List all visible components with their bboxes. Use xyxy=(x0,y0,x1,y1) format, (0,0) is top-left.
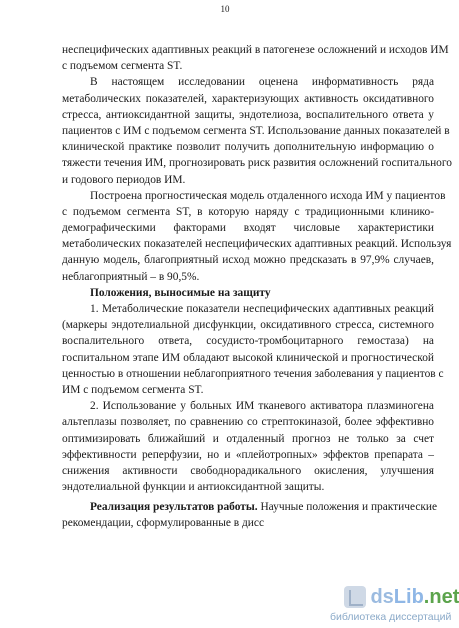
text-line xyxy=(62,301,434,317)
text-line xyxy=(62,398,434,414)
text-line xyxy=(62,317,434,333)
text-line xyxy=(62,463,434,479)
text-line xyxy=(62,382,434,398)
line-text: тяжести течения ИМ, прогнозировать риск развития осложнений госпитального xyxy=(62,157,452,170)
text-line xyxy=(62,333,434,349)
text-line xyxy=(62,366,444,382)
text-line xyxy=(62,58,434,74)
text-line xyxy=(62,91,434,107)
line-text: пациентов с ИМ с подъемом сегмента ST. Использование данных показателей в xyxy=(62,124,450,137)
line-text: ценностью в отношении неблагоприятного течения заболевания у пациентов с xyxy=(62,367,444,380)
line-text: метаболических показателей неспецифических адаптивных реакций. Используя xyxy=(62,238,452,251)
line-text: ИМ с подъемом сегмента ST. xyxy=(62,383,204,396)
page-number: 10 xyxy=(220,4,230,14)
text-line xyxy=(62,447,434,463)
text-line xyxy=(62,220,434,236)
line-text: воспалительного ответа, сосудисто-тромбоцитарного гемостаза) на xyxy=(62,335,434,348)
watermark-logo xyxy=(344,586,459,608)
line-text: В настоящем исследовании оценена информативность ряда xyxy=(90,76,434,89)
line-text: Научные положения и практические xyxy=(257,501,438,514)
watermark-subtitle: библиотека диссертаций xyxy=(330,611,452,623)
section-heading xyxy=(62,285,434,301)
line-text: 2. Использование у больных ИМ тканевого активатора плазминогена xyxy=(90,400,434,413)
watermark-net: .net xyxy=(423,586,459,608)
text-line xyxy=(62,74,434,90)
line-text: (маркеры эндотелиальной дисфункции, оксидативного стресса, системного xyxy=(62,319,434,332)
dslib-logo-icon xyxy=(344,586,366,608)
line-text: 1. Метаболические показатели неспецифических адаптивных реакций xyxy=(90,303,434,315)
line-text: с подъемом сегмента ST, в которую наряду с традиционными клинико- xyxy=(62,205,434,218)
text-line xyxy=(62,499,438,515)
watermark xyxy=(326,586,459,628)
line-text: госпитальном этапе ИМ обладают высокой клинической и прогностической xyxy=(62,351,434,364)
text-line xyxy=(62,204,434,220)
text-line xyxy=(62,414,434,430)
text-line xyxy=(62,269,434,285)
watermark-lib: Lib xyxy=(393,586,424,608)
line-text: Положения, выносимые на защиту xyxy=(90,286,271,299)
line-text: и годового периодов ИМ. xyxy=(62,173,186,186)
text-line xyxy=(62,123,450,139)
text-line xyxy=(62,236,452,252)
text-line xyxy=(62,172,434,188)
text-line xyxy=(62,107,434,123)
text-line xyxy=(62,515,434,531)
line-text: данную модель, благоприятный исход можно предсказать в 97,9% случаев, xyxy=(62,254,434,267)
bold-lead-in: Реализация результатов работы. xyxy=(90,501,258,514)
line-text: альтеплазы позволяет, по сравнению со стрептокиназой, более эффективно xyxy=(62,416,434,429)
line-text: рекомендации, сформулированные в дисс xyxy=(62,517,265,530)
watermark-ds: ds xyxy=(370,586,394,608)
text-line xyxy=(62,42,449,58)
text-line xyxy=(62,139,434,155)
line-text: эндотелиальной функции и антиоксидантной защиты. xyxy=(62,481,325,494)
line-text: демографическими факторами входят числовые характеристики xyxy=(62,222,434,235)
document-body xyxy=(62,42,452,532)
line-text: неблагоприятный – в 90,5%. xyxy=(62,270,200,283)
line-text: эффективности реперфузии, но и «плейотропных» эффектов препарата – xyxy=(62,448,434,461)
text-line xyxy=(62,431,434,447)
line-text: Построена прогностическая модель отдаленного исхода ИМ у пациентов xyxy=(90,189,446,202)
text-line xyxy=(62,155,452,171)
line-text: с подъемом сегмента ST. xyxy=(62,60,183,73)
line-text: оптимизировать ближайший и отдаленный прогноз не только за счет xyxy=(62,432,434,445)
text-line xyxy=(62,479,434,495)
line-text: метаболических показателей, характеризующих активность оксидативного xyxy=(62,92,434,105)
line-text: стресса, антиоксидантной защиты, эндотелиоза, воспалительного ответа у xyxy=(62,108,434,121)
line-text: клинической практике позволит получить дополнительную информацию о xyxy=(62,141,434,154)
text-line xyxy=(62,350,434,366)
text-line xyxy=(62,252,434,268)
line-text: снижения активности свободнорадикального окисления, улучшения xyxy=(62,464,434,477)
text-line xyxy=(62,188,446,204)
line-text: неспецифических адаптивных реакций в патогенезе осложнений и исходов ИМ xyxy=(62,44,449,56)
